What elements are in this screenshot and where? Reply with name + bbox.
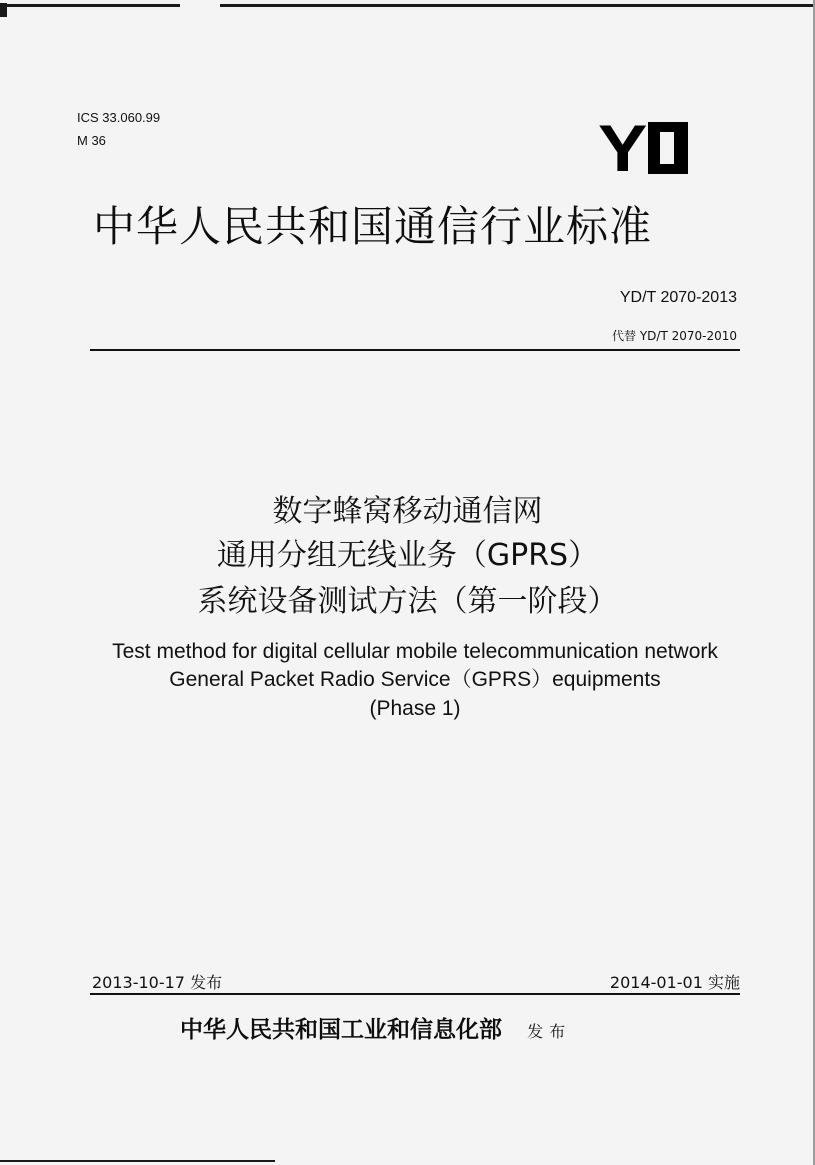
standard-number: YD/T 2070-2013 bbox=[619, 289, 737, 306]
footer-divider bbox=[90, 993, 740, 995]
logo-letter-d bbox=[648, 122, 688, 174]
issuer-name: 中华人民共和国工业和信息化部 bbox=[180, 1016, 502, 1043]
scan-border-top bbox=[0, 4, 815, 7]
logo-letter-y: Y bbox=[598, 111, 646, 185]
issued-label: 发布 bbox=[527, 1022, 572, 1041]
issuer-block bbox=[180, 1011, 571, 1044]
title-cn-line1: 数字蜂窝移动通信网 bbox=[272, 494, 543, 529]
title-cn-line2: 通用分组无线业务（GPRS） bbox=[216, 538, 599, 573]
ics-code: ICS 33.060.99 bbox=[77, 110, 161, 125]
title-en-line1: Test method for digital cellular mobile telecommunication network bbox=[112, 640, 718, 663]
classification-code: M 36 bbox=[77, 133, 106, 148]
title-en-line3: (Phase 1) bbox=[369, 697, 461, 720]
scan-border-bottom bbox=[0, 1160, 275, 1162]
issue-date: 2013-10-17 发布 bbox=[92, 973, 223, 992]
organization-title: 中华人民共和国通信行业标准 bbox=[93, 202, 653, 251]
title-cn-line3: 系统设备测试方法（第一阶段） bbox=[197, 584, 618, 619]
scan-border-gap bbox=[180, 4, 220, 7]
yd-logo bbox=[598, 111, 688, 185]
scan-corner-mark bbox=[0, 3, 7, 17]
implementation-date: 2014-01-01 实施 bbox=[609, 973, 740, 992]
title-en-line2: General Packet Radio Service（GPRS）equipments bbox=[169, 668, 661, 691]
header-divider bbox=[90, 349, 740, 351]
replaces-standard: 代替 YD/T 2070-2010 bbox=[612, 329, 737, 343]
